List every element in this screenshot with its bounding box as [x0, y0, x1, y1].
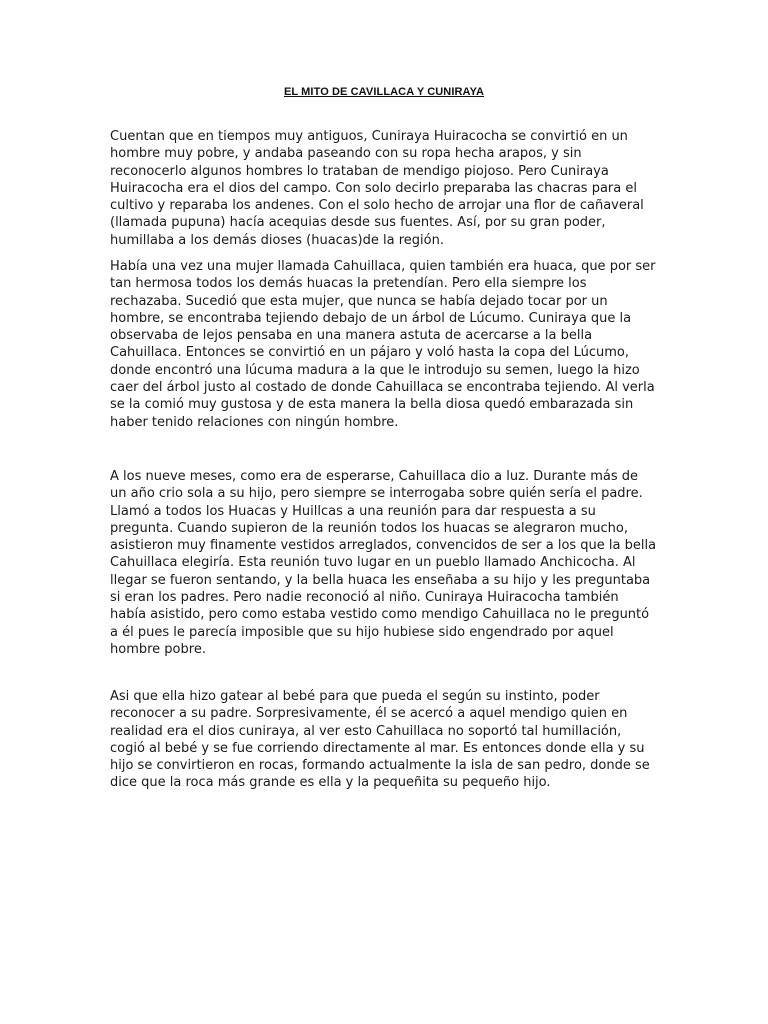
paragraph-1: Cuentan que en tiempos muy antiguos, Cuniraya Huiracocha se convirtió en un hombre muy pobre, y andaba paseando con su ropa hecha arapos, y sin reconocerlo algunos hombres lo trataban de mendigo piojoso. Pero Cuniraya Huiracocha era el dios del campo. Con solo decirlo preparaba las chacras para el cultivo y reparaba los andenes. Con el solo hecho de arrojar una flor de cañaveral (llamada pupuna) hacía acequias desde sus fuentes. Así, por su gran poder, humillaba a los demás dioses (huacas)de la región. — [110, 129, 644, 248]
document-title: EL MITO DE CAVILLACA Y CUNIRAYA — [283, 86, 485, 98]
paragraph-3: A los nueve meses, como era de esperarse, Cahuillaca dio a luz. Durante más de un año crio sola a su hijo, pero siempre se interrogaba sobre quién sería el padre. Llamó a todos los Huacas y Huillcas a una reunión para dar respuesta a su pregunta. Cuando supieron de la reunión todos los huacas se alegraron mucho, asistieron muy finamente vestidos arreglados, convencidos de ser a los que la bella Cahuillaca elegiría. Esta reunión tuvo lugar en un pueblo llamado Anchicocha. Al llegar se fueron sentando, y la bella huaca les enseñaba a su hijo y les preguntaba si eran los padres. Pero nadie reconoció al niño. Cuniraya Huiracocha también había asistido, pero como estaba vestido como mendigo Cahuillaca no le preguntó a él pues le parecía imposible que su hijo hubiese sido engendrado por aquel hombre pobre. — [110, 469, 657, 657]
paragraph-4: Asi que ella hizo gatear al bebé para que pueda el según su instinto, poder reconocer a su padre. Sorpresivamente, él se acercó a aquel mendigo quien en realidad era el dios cuniraya, al ver esto Cahuillaca no soportó tal humillación, cogió al bebé y se fue corriendo directamente al mar. Es entonces donde ella y su hijo se convirtieron en rocas, formando actualmente la isla de san pedro, donde se dice que la roca más grande es ella y la pequeñita su pequeño hijo. — [110, 689, 650, 791]
paragraph-2: Había una vez una mujer llamada Cahuillaca, quien también era huaca, que por ser tan hermosa todos los demás huacas la pretendían. Pero ella siempre los rechazaba. Sucedió que esta mujer, que nunca se había dejado tocar por un hombre, se encontraba tejiendo debajo de un árbol de Lúcumo. Cuniraya que la observaba de lejos pensaba en una manera astuta de acercarse a la bella Cahuillaca. Entonces se convirtió en un pájaro y voló hasta la copa del Lúcumo, donde encontró una lúcuma madura a la que le introdujo su semen, luego la hizo caer del árbol justo al costado de donde Cahuillaca se encontraba tejiendo. Al verla se la comió muy gustosa y de esta manera la bella diosa quedó embarazada sin haber tenido relaciones con ningún hombre. — [110, 259, 656, 430]
